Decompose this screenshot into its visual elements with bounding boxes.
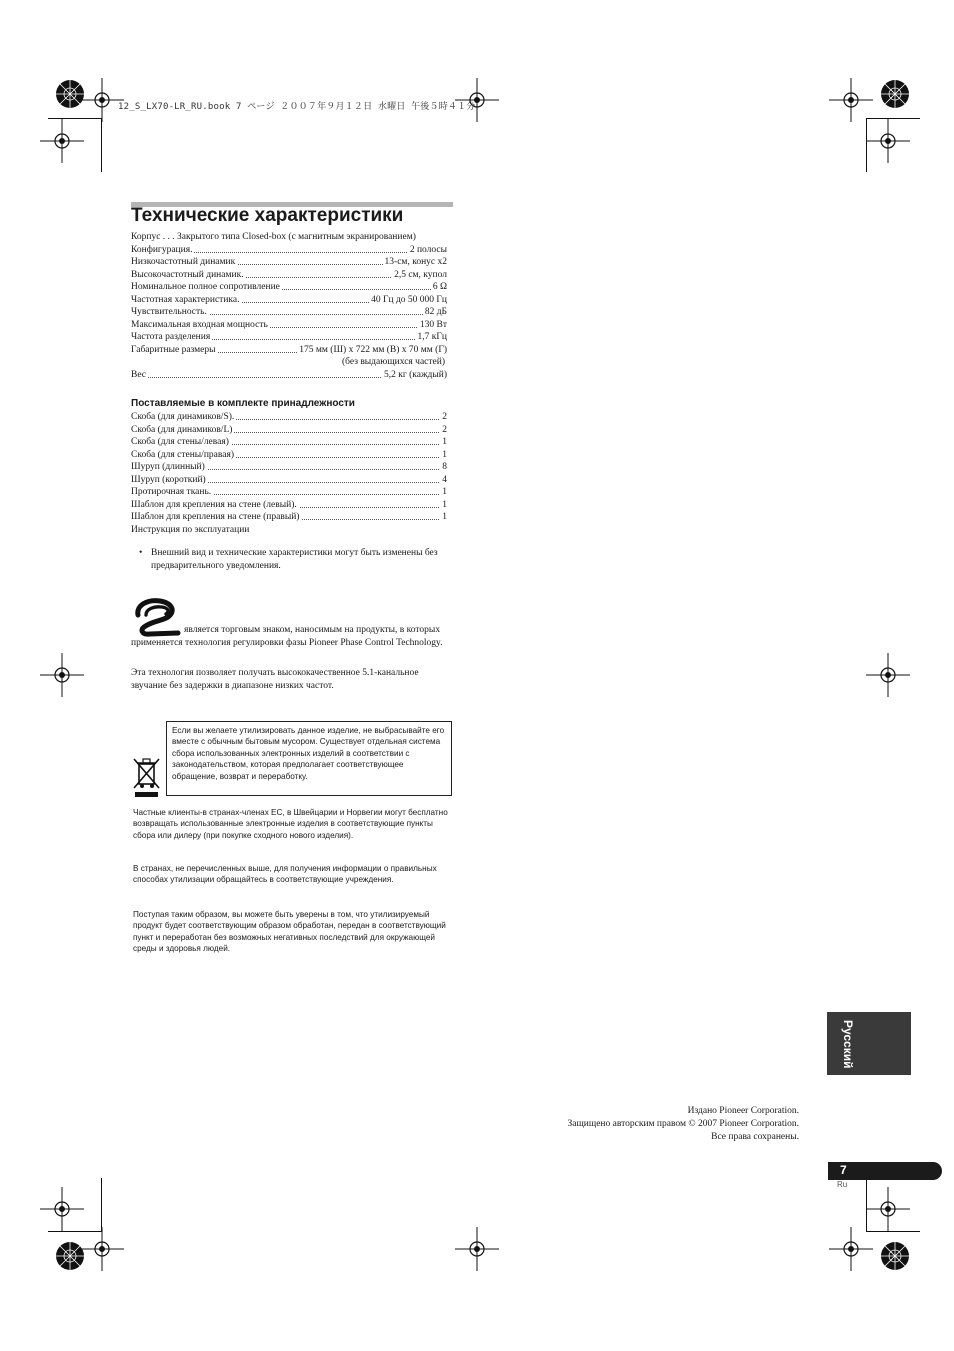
spec-list [131, 231, 447, 381]
crop-mark [866, 1178, 867, 1232]
page-number: 7 [840, 1163, 847, 1177]
spec-row [131, 281, 447, 294]
accessory-label: Инструкция по эксплуатации [131, 524, 250, 535]
phase-control-text: является торговым знаком, наносимым на продукты, в которых применяется технология регулировки фазы Pioneer Phase Control Technology. [131, 625, 443, 648]
crossed-bin-icon [133, 756, 160, 798]
language-tab [827, 1012, 911, 1075]
crop-mark [48, 1231, 102, 1232]
crosshair-target-icon [866, 119, 910, 163]
accessory-qty: 2 [442, 412, 447, 422]
footer-line: Защищено авторским правом © 2007 Pioneer Corporation. [567, 1119, 799, 1129]
accessory-row [131, 436, 447, 449]
crosshair-target-icon [40, 653, 84, 697]
accessory-qty: 1 [442, 449, 447, 460]
page-language-code: Ru [837, 1180, 848, 1189]
footer-line: Издано Pioneer Corporation. [687, 1106, 799, 1116]
crop-mark [866, 118, 867, 172]
page-title: Технические характеристики [131, 205, 404, 226]
language-tab-label: Русский [841, 1020, 855, 1069]
accessories-list [131, 411, 447, 536]
weee-notice-text: Если вы желаете утилизировать данное изделие, не выбрасывайте его вместе с обычным бытовым мусором. Существует отдельная система сбора использованных электронных изделий в соответствии с законодательством, которая предполагает соответствующее обращение, возврат и переработку. [172, 726, 445, 781]
spec-note: (без выдающихся частей) [341, 357, 445, 367]
crop-mark [48, 118, 102, 119]
crosshair-target-icon [40, 119, 84, 163]
spec-label: Частота разделения [131, 332, 211, 342]
print-header-note: 12_S_LX70-LR_RU.book 7 ページ ２００７年９月１２日 水曜日 午後５時４１分 [118, 102, 476, 112]
weee-paragraph-2: В странах, не перечисленных выше, для получения информации о правильных способах утилизации обращайтесь в соответствующие учреждения. [133, 864, 437, 885]
crosshair-target-icon [829, 78, 873, 122]
spec-label: Конфигурация. [131, 244, 193, 255]
spec-value: 2 полосы [409, 244, 447, 255]
page-number-tab [828, 1162, 942, 1180]
accessory-qty: 1 [442, 437, 447, 447]
spec-change-notice [139, 547, 449, 573]
spec-row [131, 344, 447, 357]
accessory-qty: 1 [442, 499, 447, 510]
crop-mark [101, 1178, 102, 1232]
accessory-label: Шаблон для крепления на стене (левый). [131, 499, 297, 510]
crosshair-target-icon [866, 653, 910, 697]
accessory-qty: 2 [442, 424, 447, 435]
accessory-row [131, 449, 447, 462]
copyright-footer [469, 1105, 799, 1144]
accessory-label: Скоба (для динамиков/L) [131, 424, 233, 435]
crosshair-target-icon [866, 1187, 910, 1231]
crop-mark [866, 1231, 920, 1232]
accessory-row [131, 486, 447, 499]
weee-paragraph-1: Частные клиенты-в странах-членах ЕС, в Швейцарии и Норвегии могут бесплатно возвращать использованные электронные изделия в соответствующие пункты сбора или дилеру (при покупке сходного нового изделия). [133, 808, 448, 840]
crosshair-target-icon [829, 1227, 873, 1271]
spec-change-text: Внешний вид и технические характеристики могут быть изменены без предварительного уведомления. [151, 548, 438, 571]
weee-notice-box [166, 721, 452, 796]
spec-value: 2,5 см, купол [394, 269, 447, 280]
registration-rosette-icon [865, 64, 925, 124]
crosshair-target-icon [455, 1227, 499, 1271]
accessory-label: Шуруп (короткий) [131, 474, 206, 485]
weee-paragraph-3: Поступая таким образом, вы можете быть уверены в том, что утилизируемый продукт будет соответствующим образом обработан, передан в соответствующий пункт и переработан без возможных негативных последствий для окружающей среды и здоровья людей. [133, 910, 446, 954]
crop-mark [866, 118, 920, 119]
bullet-mark: • [139, 548, 143, 558]
spec-row [131, 256, 447, 269]
accessory-qty: 1 [442, 512, 447, 522]
accessory-row [131, 524, 447, 537]
accessory-qty: 8 [442, 462, 447, 472]
spec-label: Габаритные размеры [131, 344, 216, 355]
spec-label: Частотная характеристика. [131, 294, 240, 305]
accessory-row [131, 424, 447, 437]
crosshair-target-icon [40, 1187, 84, 1231]
spec-row [131, 319, 447, 332]
spec-value: 13-см, конус x2 [384, 257, 447, 267]
accessory-row [131, 499, 447, 512]
accessory-row [131, 511, 447, 524]
accessory-qty: 1 [442, 487, 447, 497]
registration-rosette-icon [865, 1226, 925, 1286]
spec-label: Вес [131, 369, 147, 380]
spec-row [131, 369, 447, 382]
spec-label: Низкочастотный динамик [131, 257, 236, 267]
accessory-row [131, 461, 447, 474]
accessory-label: Шаблон для крепления на стене (правый) [131, 512, 300, 522]
spec-row-body [131, 231, 447, 244]
spec-value: 5,2 кг (каждый) [383, 369, 447, 380]
accessory-row [131, 474, 447, 487]
accessory-label: Протирочная ткань. [131, 487, 212, 497]
spec-value: 130 Вт [419, 319, 447, 330]
crosshair-target-icon [80, 1227, 124, 1271]
spec-row [131, 306, 447, 319]
spec-label: Высокочастотный динамик. [131, 269, 244, 280]
spec-row [131, 244, 447, 257]
crop-mark [101, 118, 102, 172]
spec-label: Номинальное полное сопротивление [131, 282, 280, 292]
footer-line: Все права сохранены. [711, 1132, 799, 1142]
spec-label: Максимальная входная мощность [131, 319, 268, 330]
accessory-label: Скоба (для стены/левая) [131, 437, 229, 447]
spec-value: 1,7 кГц [417, 332, 447, 342]
spec-value: 82 дБ [424, 307, 447, 317]
phase-control-text-2: Эта технология позволяет получать высококачественное 5.1-канальное звучание без задержки в диапазоне низких частот. [131, 668, 419, 691]
spec-value: 40 Гц до 50 000 Гц [371, 294, 447, 305]
accessory-label: Скоба (для стены/правая) [131, 449, 234, 460]
accessory-row [131, 411, 447, 424]
spec-label: Корпус . . . Закрытого типа Closed-box (с магнитным экранированием) [131, 232, 416, 242]
spec-row [131, 294, 447, 307]
spec-value: 175 мм (Ш) x 722 мм (В) x 70 мм (Г) [299, 344, 447, 355]
accessories-heading: Поставляемые в комплекте принадлежности [131, 398, 355, 409]
accessory-label: Шуруп (длинный) [131, 462, 205, 472]
spec-row-note [131, 356, 447, 369]
accessory-qty: 4 [442, 474, 447, 485]
spec-row [131, 331, 447, 344]
spec-label: Чувствительность. [131, 307, 207, 317]
spec-row [131, 269, 447, 282]
spec-value: 6 Ω [432, 282, 447, 292]
accessory-label: Скоба (для динамиков/S). [131, 412, 235, 422]
